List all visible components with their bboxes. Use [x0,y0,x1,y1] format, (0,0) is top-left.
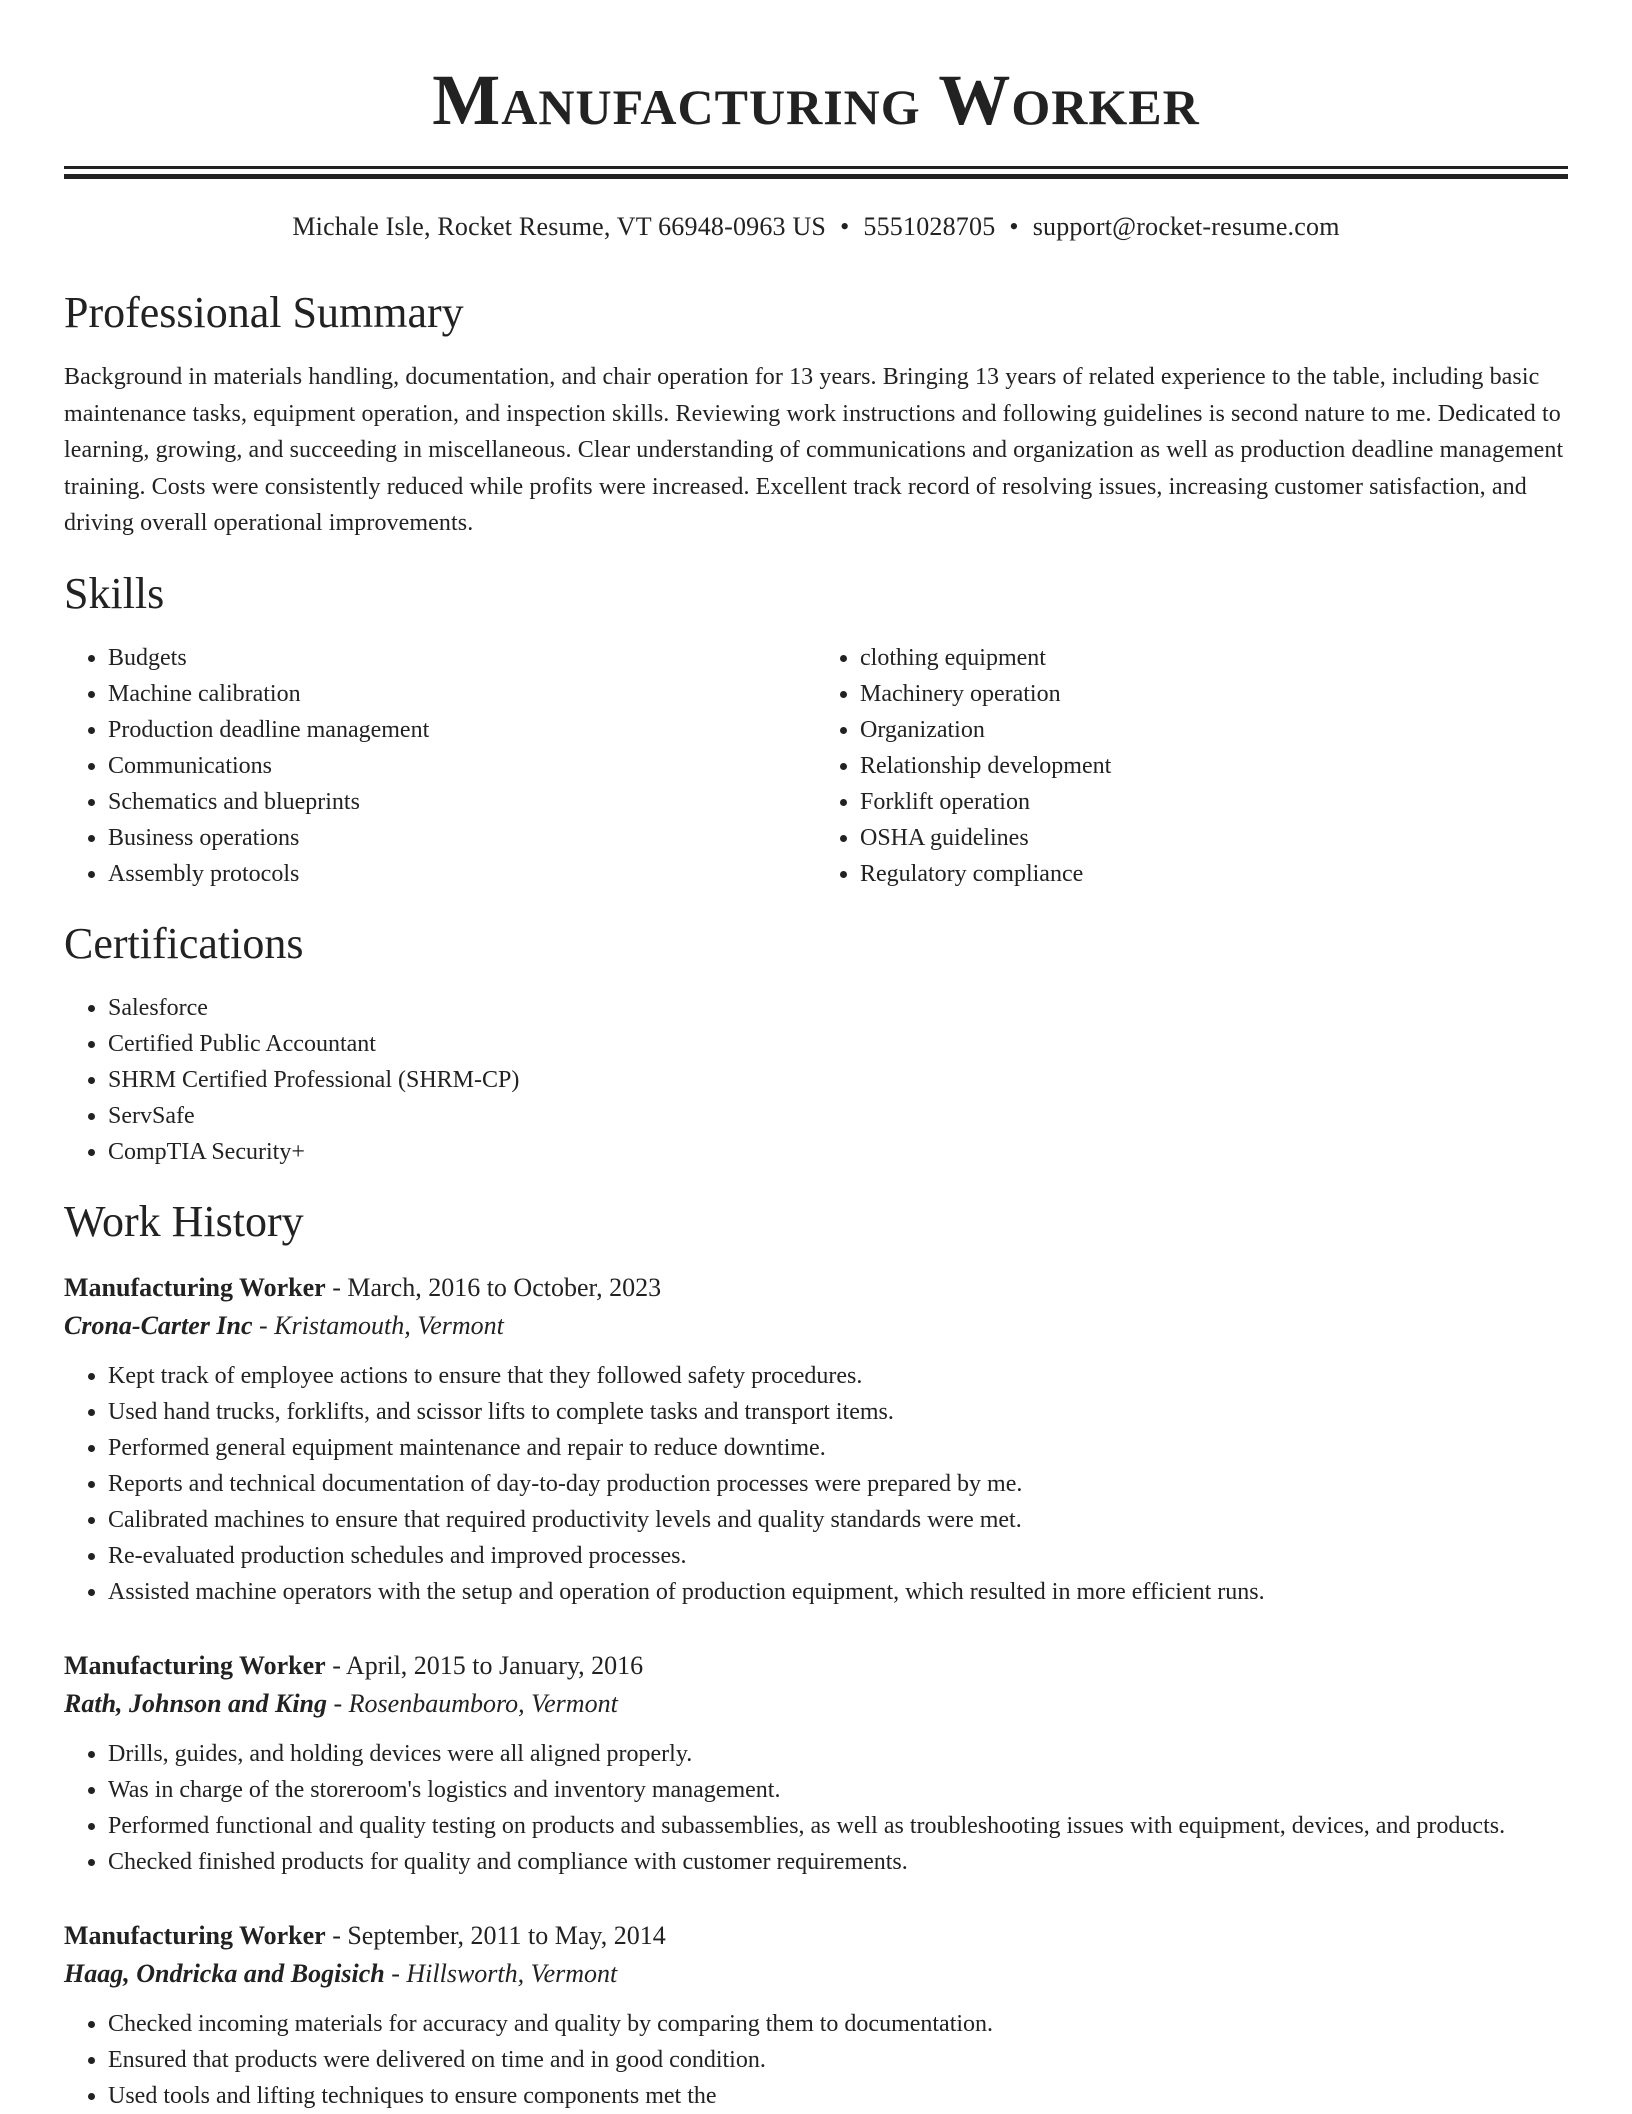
work-history-heading: Work History [64,1196,304,1246]
certification-item: • CompTIA Security+ [108,1134,1568,1170]
skill-item: • Budgets [108,640,816,676]
job-company: Haag, Ondricka and Bogisich [64,1958,385,1988]
skill-item: • Business operations [108,820,816,856]
job-bullet: • Checked incoming materials for accuracy and quality by comparing them to documentation. [108,2006,1568,2042]
job-entry [64,1270,1568,1610]
header-double-rule [64,166,1568,179]
job-bullet: • Used hand trucks, forklifts, and scissor lifts to complete tasks and transport items. [108,1394,1568,1430]
job-dates: - September, 2011 to May, 2014 [325,1920,666,1950]
job-bullet: • Calibrated machines to ensure that required productivity levels and quality standards were met. [108,1502,1568,1538]
job-bullets [64,1736,1568,1880]
certification-item: • SHRM Certified Professional (SHRM-CP) [108,1062,1568,1098]
summary-heading: Professional Summary [64,288,464,337]
contact-phone: 5551028705 [863,212,996,241]
job-bullet: • Checked finished products for quality and compliance with customer requirements. [108,1844,1568,1880]
job-location: - Kristamouth, Vermont [252,1310,504,1340]
job-bullet: • Reports and technical documentation of day-to-day production processes were prepared by me. [108,1466,1568,1502]
resume-page [64,0,1568,2114]
skill-item: • Relationship development [860,748,1568,784]
job-bullet: • Kept track of employee actions to ensure that they followed safety procedures. [108,1358,1568,1394]
skills-list-left [64,640,816,892]
job-heading [64,1270,1568,1306]
summary-text: Background in materials handling, documentation, and chair operation for 13 years. Bringing 13 years of related experience to the table, including basic maintenance tasks, equipment operation, and inspection skills. Reviewing work instructions and following guidelines is second nature to me. Dedicated to learning, growing, and succeeding in miscellaneous. Clear understanding of communications and organization as well as production deadline management training. Costs were consistently reduced while profits were increased. Excellent track record of resolving issues, increasing customer satisfaction, and driving overall operational improvements. [64,364,1564,536]
candidate-name: Manufacturing Worker [432,60,1200,140]
skill-item: • Organization [860,712,1568,748]
job-location: - Hillsworth, Vermont [384,1958,618,1988]
job-bullet: • Ensured that products were delivered on time and in good condition. [108,2042,1568,2078]
contact-line [64,209,1568,245]
certification-item: • ServSafe [108,1098,1568,1134]
skill-item: • Communications [108,748,816,784]
job-bullet: • Was in charge of the storeroom's logistics and inventory management. [108,1772,1568,1808]
job-employer [64,1684,1568,1724]
job-bullet: • Re-evaluated production schedules and improved processes. [108,1538,1568,1574]
job-entry [64,1648,1568,1880]
skill-item: • Forklift operation [860,784,1568,820]
contact-separator: • [1009,212,1019,241]
work-history-list [64,1270,1568,2114]
skill-item: • Machine calibration [108,676,816,712]
job-bullets [64,1358,1568,1610]
job-title: Manufacturing Worker [64,1650,326,1680]
contact-address: Michale Isle, Rocket Resume, VT 66948-0963 US [292,212,827,241]
skill-item: • Machinery operation [860,676,1568,712]
contact-separator: • [840,212,850,241]
skills-heading: Skills [64,568,165,618]
job-dates: - April, 2015 to January, 2016 [325,1650,644,1680]
job-dates: - March, 2016 to October, 2023 [325,1272,662,1302]
certification-item: • Certified Public Accountant [108,1026,1568,1062]
contact-email: support@rocket-resume.com [1032,212,1340,241]
skill-item: • OSHA guidelines [860,820,1568,856]
skill-item: • Assembly protocols [108,856,816,892]
skill-item: • Regulatory compliance [860,856,1568,892]
job-company: Rath, Johnson and King [64,1688,328,1718]
skills-list-right [816,640,1568,892]
job-employer [64,1306,1568,1346]
certification-item: • Salesforce [108,990,1568,1026]
job-title: Manufacturing Worker [64,1920,326,1950]
job-bullets [64,2006,1568,2114]
certifications-heading: Certifications [64,918,304,968]
job-heading [64,1648,1568,1684]
job-title: Manufacturing Worker [64,1272,326,1302]
job-location: - Rosenbaumboro, Vermont [327,1688,618,1718]
job-bullet: • Used tools and lifting techniques to ensure components met the [108,2078,1568,2114]
skill-item: • Production deadline management [108,712,816,748]
job-company: Crona-Carter Inc [64,1310,253,1340]
job-bullet: • Performed general equipment maintenance and repair to reduce downtime. [108,1430,1568,1466]
job-employer [64,1954,1568,1994]
job-bullet: • Drills, guides, and holding devices were all aligned properly. [108,1736,1568,1772]
certifications-list [64,990,1568,1170]
job-bullet: • Performed functional and quality testing on products and subassemblies, as well as troubleshooting issues with equipment, devices, and products. [108,1808,1568,1844]
job-bullet: • Assisted machine operators with the setup and operation of production equipment, which resulted in more efficient runs. [108,1574,1568,1610]
skill-item: • Schematics and blueprints [108,784,816,820]
skill-item: • clothing equipment [860,640,1568,676]
job-entry [64,1918,1568,2114]
skills-columns [64,640,1568,892]
job-heading [64,1918,1568,1954]
